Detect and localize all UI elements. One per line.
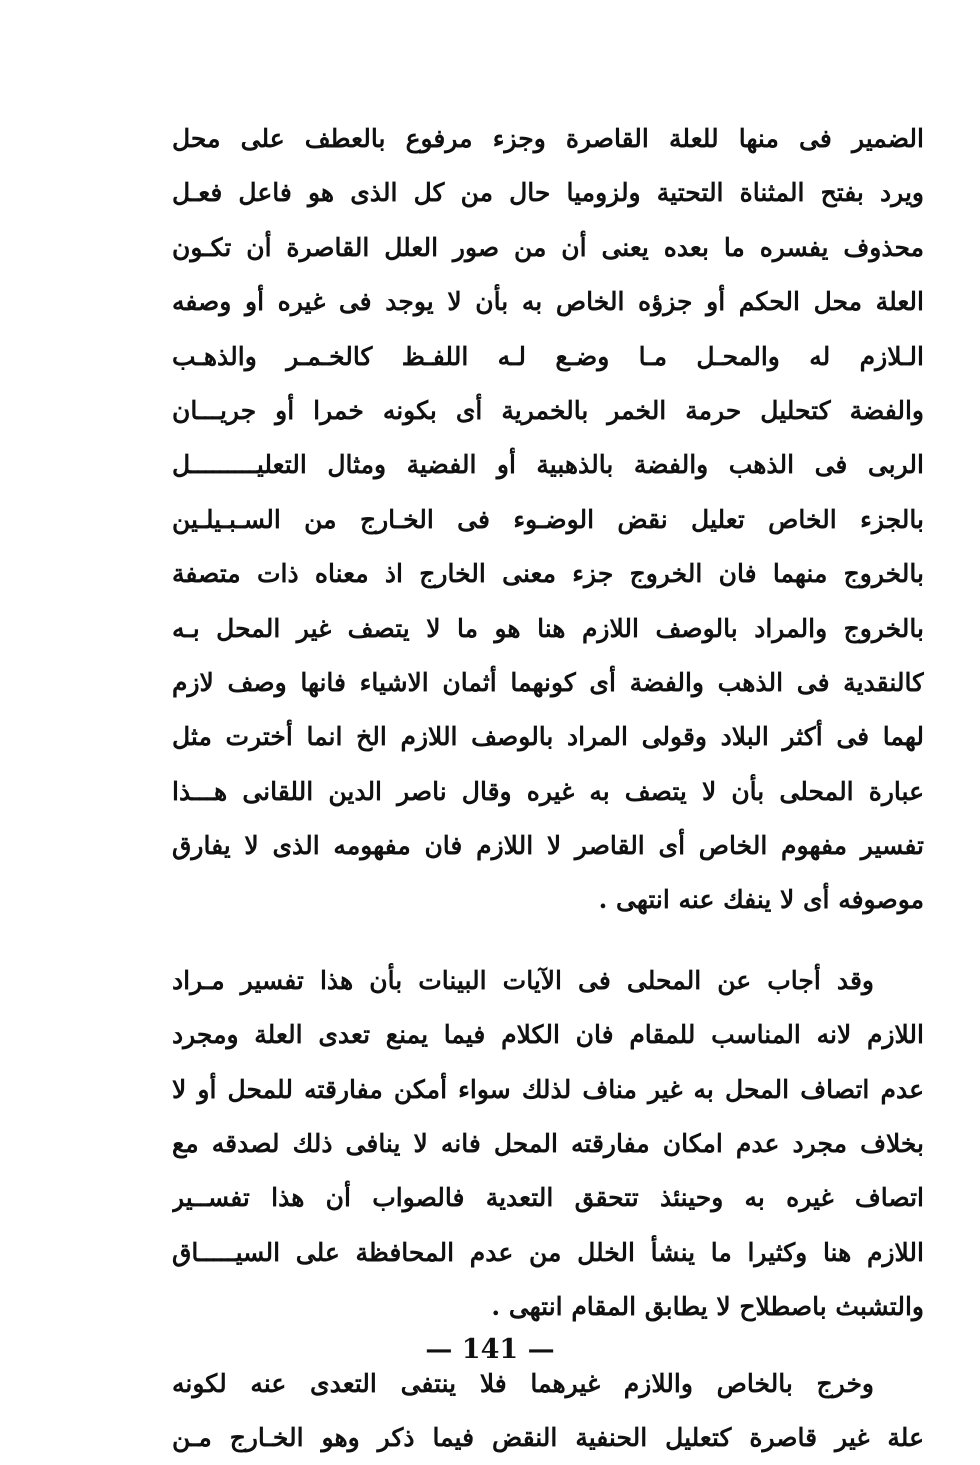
paragraph-gap bbox=[172, 928, 924, 954]
text-line: اللازم هنا وكثيرا ما ينشأ الخلل من عدم المحافظة على السيـــــاق bbox=[172, 1237, 924, 1267]
text-line: محذوف يفسره ما بعده يعنى أن من صور العلل القاصرة أن تكـون bbox=[172, 232, 924, 262]
text-line: بخلاف مجرد عدم امكان مفارقته المحل فانه لا ينافى ذلك لصدقه مع bbox=[172, 1129, 924, 1159]
paragraph-3 bbox=[172, 1357, 924, 1465]
text-line: موصوفه أى لا ينفك عنه انتهى . bbox=[598, 885, 924, 915]
page-body bbox=[172, 112, 924, 1465]
text-line: الربى فى الذهب والفضة بالذهبية أو الفضية ومثال التعليـــــــــل bbox=[172, 450, 924, 480]
text-line: تفسير مفهوم الخاص أى القاصر لا اللازم فان مفهومه الذى لا يفارق bbox=[172, 831, 924, 861]
page-number: — 141 — bbox=[425, 1334, 555, 1365]
text-line: لهما فى أكثر البلاد وقولى المراد بالوصف اللازم الخ انما أخترت مثل bbox=[172, 722, 924, 752]
text-line: كالنقدية فى الذهب والفضة أى كونهما أثمان الاشياء فانها وصف لازم bbox=[172, 667, 924, 697]
text-line: عبارة المحلى بأن لا يتصف به غيره وقال ناصر الدين اللقانى هـــذا bbox=[172, 776, 924, 806]
text-line: والتشبث باصطلاح لا يطابق المقام انتهى . bbox=[491, 1292, 924, 1322]
paragraph-1 bbox=[172, 112, 924, 928]
paragraph-2 bbox=[172, 954, 924, 1335]
text-line: الـلازم له والمحـل مـا وضـع لـه اللفـظ كالخـمـر والذهـب bbox=[172, 341, 924, 371]
text-line: بالخروج منهما فان الخروج جزء معنى الخارج اذ معناه ذات متصفة bbox=[172, 559, 924, 589]
text-line: وخرج بالخاص واللازم غيرهما فلا ينتفى التعدى عنه لكونه bbox=[172, 1368, 874, 1398]
text-line: بالخروج والمراد بالوصف اللازم هنا هو ما لا يتصف غير المحل بـه bbox=[172, 613, 924, 643]
text-line: ويرد بفتح المثناة التحتية ولزوميا حال من كل الذى هو فاعل فعـل bbox=[172, 178, 924, 208]
text-line: والفضة كتحليل حرمة الخمر بالخمرية أى بكونه خمرا أو جريـــان bbox=[172, 395, 924, 425]
text-line: وقد أجاب عن المحلى فى الآيات البينات بأن هذا تفسير مـراد bbox=[172, 965, 874, 995]
text-line: بالجزء الخاص تعليل نقض الوضـوء فى الخـارج من السـبـيلـين bbox=[172, 504, 924, 534]
text-line: العلة محل الحكم أو جزؤه الخاص به بأن لا يوجد فى غيره أو وصفه bbox=[172, 287, 924, 317]
text-line: اللازم لانه المناسب للمقام فان الكلام فيما يمنع تعدى العلة ومجرد bbox=[172, 1020, 924, 1050]
text-line: عدم اتصاف المحل به غير مناف لذلك سواء أمكن مفارقته للمحل أو لا bbox=[172, 1074, 924, 1104]
text-line: علة غير قاصرة كتعليل الحنفية النقض فيما ذكر وهو الخـارج مـن bbox=[172, 1422, 924, 1452]
text-line: الضمير فى منها للعلة القاصرة وجزء مرفوع بالعطف على محل bbox=[172, 124, 924, 153]
text-line: اتصاف غيره به وحينئذ تتحقق التعدية فالصواب أن هذا تفســير bbox=[172, 1183, 924, 1213]
